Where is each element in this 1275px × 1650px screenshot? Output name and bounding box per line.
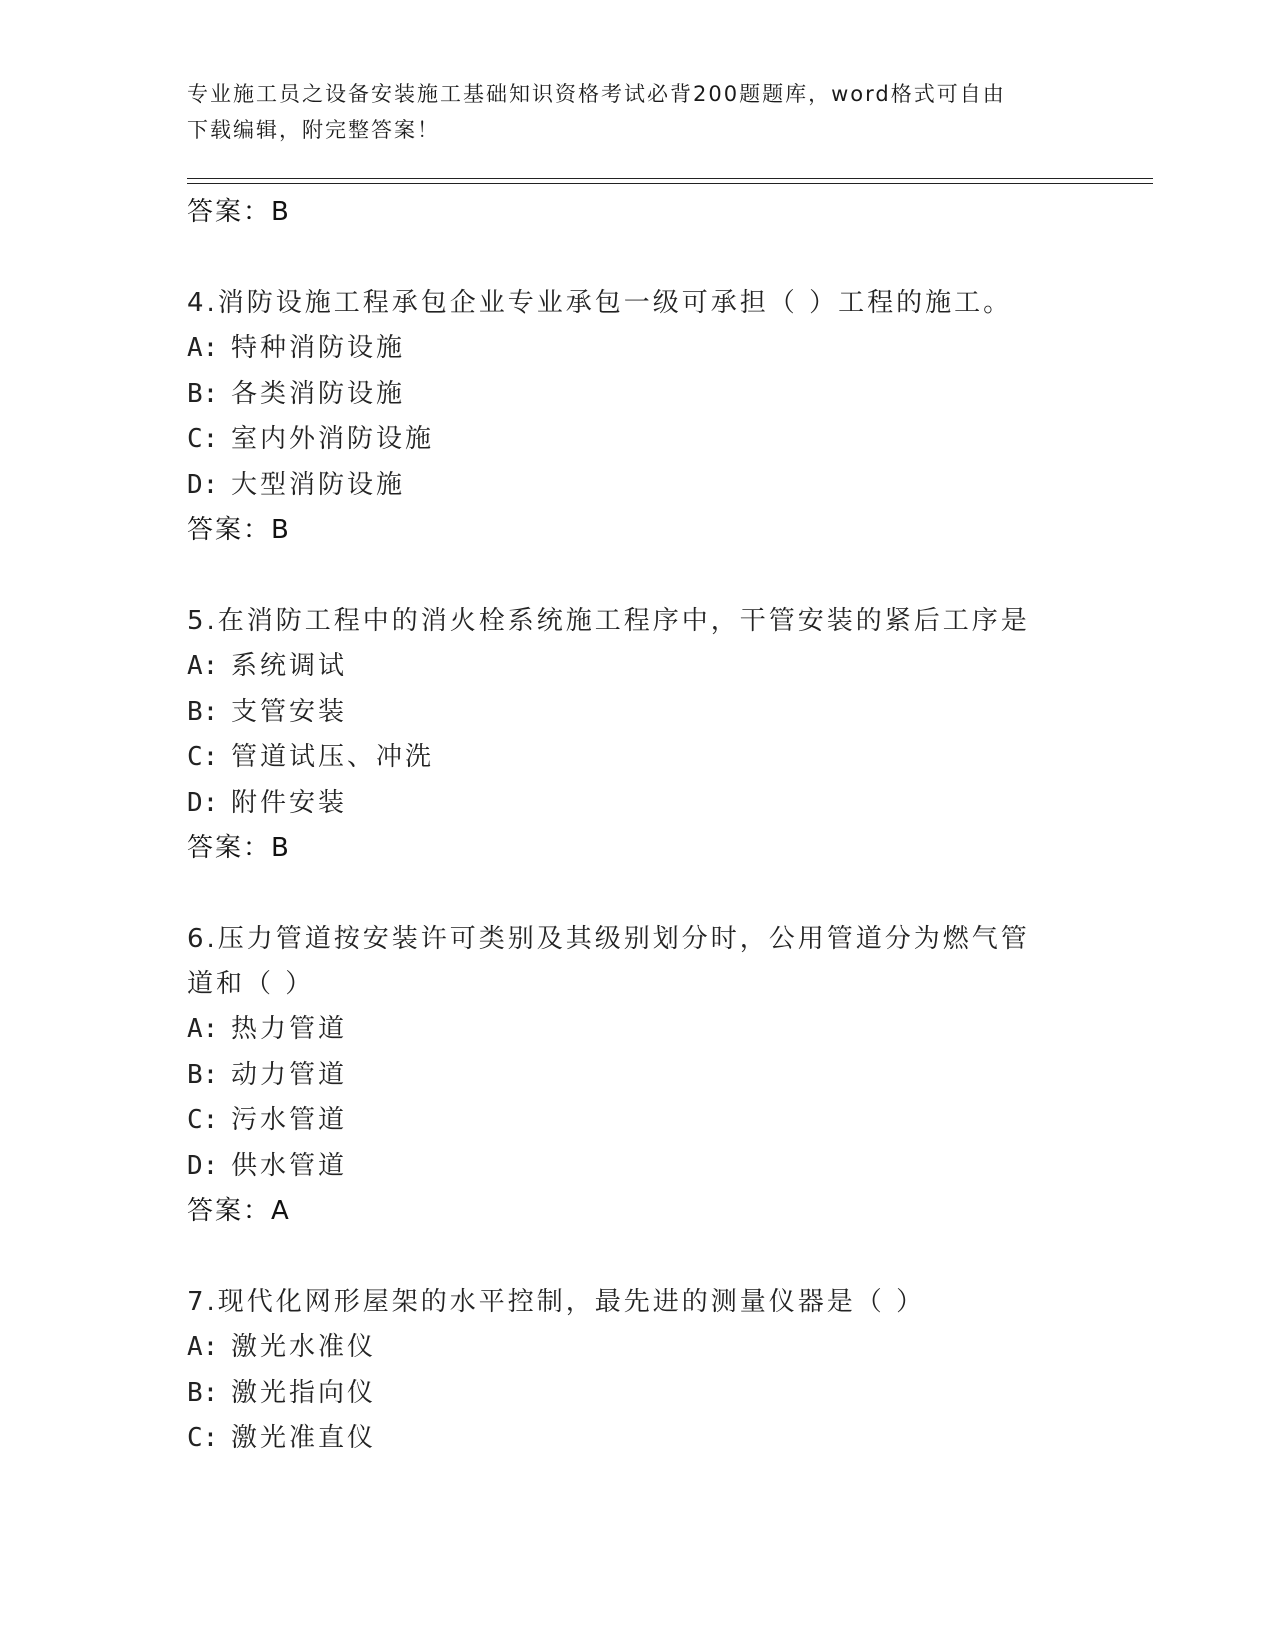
option-letter: B: [187,1059,219,1090]
option-c [187,417,1127,463]
option-text: 支管安装 [231,696,348,727]
option-letter: A: [187,1014,219,1044]
option-b [187,372,1127,418]
option-text: 动力管道 [231,1059,348,1090]
option-text: 污水管道 [231,1105,348,1135]
option-b [187,1053,1127,1099]
option-letter: C: [187,742,219,772]
question-text: 7.现代化网形屋架的水平控制，最先进的测量仪器是（ ） [187,1287,926,1317]
option-d [187,1144,1127,1190]
question-list [187,190,1127,1462]
option-letter: B: [187,696,219,727]
option-text: 管道试压、冲洗 [231,742,435,772]
document-header [187,76,1067,148]
option-letter: C: [187,424,219,454]
answer-line: 答案：B [187,197,291,227]
option-c [187,735,1127,781]
option-text: 激光水准仪 [231,1332,377,1362]
question-6 [187,917,1127,1234]
option-c [187,1098,1127,1144]
question-text: 4.消防设施工程承包企业专业承包一级可承担（ ）工程的施工。 [187,288,1013,318]
question-7 [187,1280,1127,1462]
option-text: 附件安装 [231,787,348,818]
option-letter: C: [187,1423,219,1453]
option-text: 热力管道 [231,1014,348,1044]
option-d [187,463,1127,509]
option-text: 各类消防设施 [231,378,406,409]
option-a [187,644,1127,690]
option-text: 系统调试 [231,651,348,681]
option-letter: C: [187,1105,219,1135]
option-b [187,690,1127,736]
option-text: 室内外消防设施 [231,424,435,454]
question-5 [187,599,1127,871]
answer-line: 答案：A [187,1196,291,1226]
header-title-line1: 专业施工员之设备安装施工基础知识资格考试必背200题题库，word格式可自由 [187,82,1006,106]
option-text: 激光指向仪 [231,1377,377,1408]
question-text: 6.压力管道按安装许可类别及其级别划分时，公用管道分为燃气管道和（ ） [187,924,1030,999]
option-a [187,1007,1127,1053]
question-4 [187,281,1127,553]
answer-line: 答案：B [187,515,291,545]
option-c [187,1416,1127,1462]
question-text: 5.在消防工程中的消火栓系统施工程序中，干管安装的紧后工序是 [187,606,1030,636]
option-a [187,1325,1127,1371]
option-letter: A: [187,1332,219,1362]
option-text: 特种消防设施 [231,333,406,363]
option-letter: B: [187,378,219,409]
answer-line: 答案：B [187,833,291,863]
option-letter: B: [187,1377,219,1408]
option-text: 激光准直仪 [231,1423,377,1453]
option-text: 供水管道 [231,1150,348,1181]
option-d [187,781,1127,827]
header-divider [187,178,1153,184]
option-text: 大型消防设施 [231,469,406,500]
header-title-line2: 下载编辑，附完整答案！ [187,118,440,142]
option-letter: A: [187,333,219,363]
option-a [187,326,1127,372]
option-letter: D: [187,787,219,818]
option-letter: D: [187,1150,219,1181]
option-letter: D: [187,469,219,500]
option-letter: A: [187,651,219,681]
option-b [187,1371,1127,1417]
